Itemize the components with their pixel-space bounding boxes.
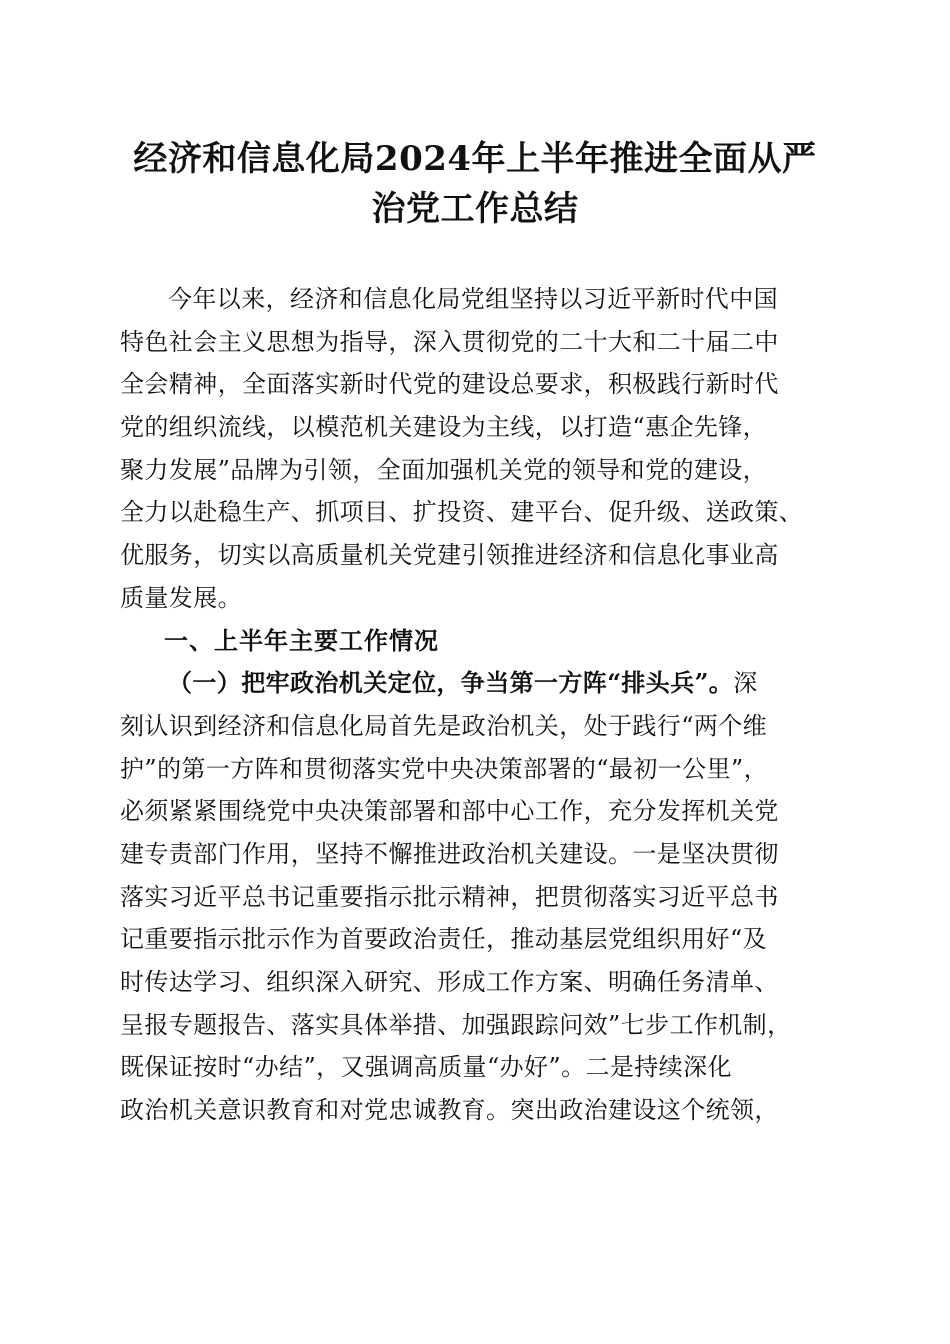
text-line [120, 662, 832, 705]
text-line: 优服务，切实以高质量机关党建引领推进经济和信息化事业高 [120, 541, 779, 570]
subsection-heading: （一）把牢政治机关定位，争当第一方阵“排头兵”。 [168, 668, 734, 698]
text-line: 时传达学习、组织深入研究、形成工作方案、明确任务清单、 [120, 968, 779, 996]
text-line: 必须紧紧围绕党中央决策部署和部中心工作，充分发挥机关党 [120, 797, 779, 826]
paragraph-section-1 [120, 662, 832, 1132]
text-line: 刻认识到经济和信息化局首先是政治机关，处于践行“两个维 [120, 711, 768, 740]
text-line: 聚力发展”品牌为引领，全面加强机关党的领导和党的建设， [120, 455, 768, 484]
text-line: 建专责部门作用，坚持不懈推进政治机关建设。一是坚决贯彻 [120, 839, 779, 868]
text-line: 党的组织流线，以模范机关建设为主线，以打造“惠企先锋， [120, 413, 768, 442]
document-body [120, 278, 832, 1132]
section-heading: 一、上半年主要工作情况 [164, 626, 439, 655]
text-line: 全会精神，全面落实新时代党的建设总要求，积极践行新时代 [120, 370, 779, 399]
text-line: 落实习近平总书记重要指示批示精神，把贯彻落实习近平总书 [120, 882, 779, 911]
text-line: 护”的第一方阵和贯彻落实党中央决策部署的“最初一公里”， [120, 754, 769, 783]
text-line: 特色社会主义思想为指导，深入贯彻党的二十大和二十届二中 [120, 327, 779, 356]
paragraph-intro [120, 278, 832, 620]
title-line-1: 经济和信息化局2024年上半年推进全面从严 [133, 139, 817, 179]
text-line: 今年以来，经济和信息化局党组坚持以习近平新时代中国 [168, 285, 778, 313]
document-title [120, 134, 830, 234]
text-line: 政治机关意识教育和对党忠诚教育。突出政治建设这个统领， [120, 1096, 779, 1125]
text-line: 既保证按时“办结”，又强调高质量“办好”。二是持续深化 [120, 1053, 732, 1082]
text-fragment: 深 [733, 669, 758, 698]
title-line-2: 治党工作总结 [371, 189, 579, 229]
text-line: 记重要指示批示作为首要政治责任，推动基层党组织用好“及 [120, 925, 768, 954]
text-line: 全力以赴稳生产、抓项目、扩投资、建平台、促升级、送政策、 [120, 498, 804, 527]
text-line: 质量发展。 [120, 583, 242, 612]
text-line: 呈报专题报告、落实具体举措、加强跟踪问效”七步工作机制， [120, 1010, 792, 1039]
